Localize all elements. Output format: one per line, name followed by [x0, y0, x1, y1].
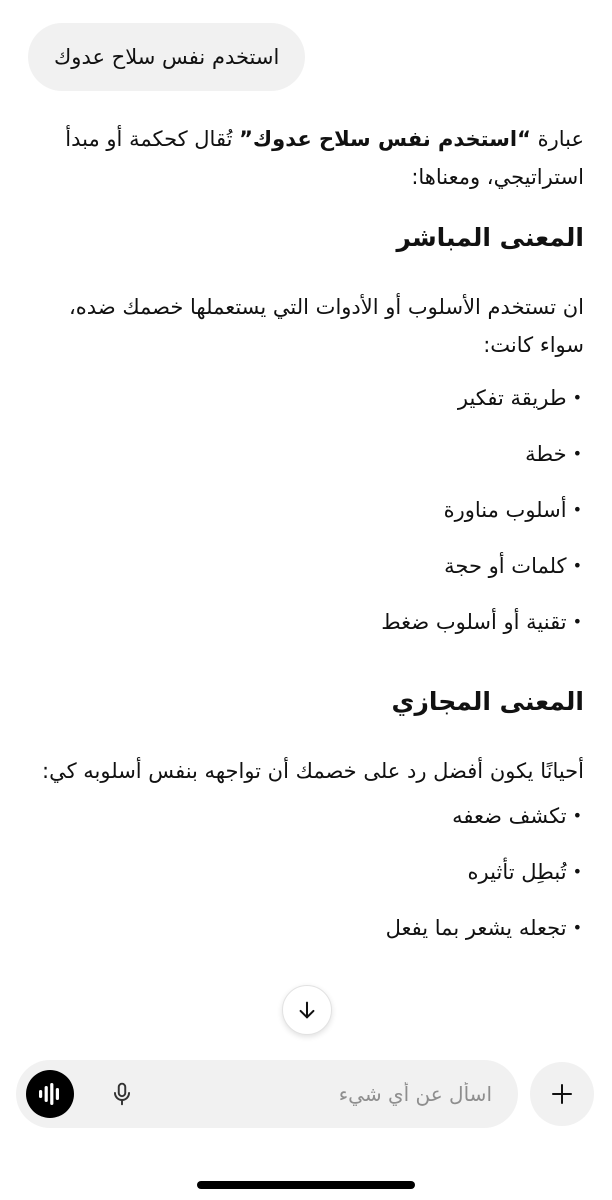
intro-quote: “استخدم نفس سلاح عدوك”	[239, 127, 531, 151]
user-message-bubble	[28, 23, 305, 91]
message-input[interactable]	[192, 1074, 492, 1114]
microphone-icon	[109, 1081, 135, 1107]
section-paragraph-figurative: أحيانًا يكون أفضل رد على خصمك أن تواجهه بنفس أسلوبه كي:	[42, 759, 584, 783]
dictation-button[interactable]	[104, 1076, 140, 1112]
list-item: • تكشف ضعفه	[452, 804, 582, 828]
section-paragraph-direct: ان تستخدم الأسلوب أو الأدوات التي يستعملها خصمك ضده، سواء كانت:	[69, 295, 584, 357]
list-item: • تجعله يشعر بما يفعل	[385, 916, 582, 940]
bullet-list-direct	[28, 384, 584, 664]
user-message-text: استخدم نفس سلاح عدوك	[54, 45, 280, 69]
intro-suffix: تُقال كحكمة أو مبدأ استراتيجي، ومعناها:	[65, 127, 584, 189]
list-item: • خطة	[525, 442, 582, 466]
voice-mode-button[interactable]	[26, 1070, 74, 1118]
message-composer	[16, 1060, 518, 1128]
list-item: • تُبطِل تأثيره	[467, 860, 582, 884]
scroll-down-button[interactable]	[282, 985, 332, 1035]
section-heading-figurative: المعنى المجازي	[391, 687, 584, 716]
list-item: • كلمات أو حجة	[444, 554, 582, 578]
list-item: • تقنية أو أسلوب ضغط	[381, 610, 582, 634]
home-indicator	[197, 1181, 415, 1189]
list-item: • طريقة تفكير	[457, 386, 582, 410]
list-item: • أسلوب مناورة	[443, 498, 582, 522]
bullet-list-figurative	[28, 802, 584, 970]
arrow-down-icon	[296, 999, 318, 1021]
voice-waveform-icon	[37, 1081, 63, 1107]
attach-plus-button[interactable]	[530, 1062, 594, 1126]
assistant-response	[28, 120, 584, 970]
response-intro	[28, 120, 584, 196]
section-heading-direct: المعنى المباشر	[396, 223, 584, 252]
plus-icon	[550, 1082, 574, 1106]
intro-prefix: عبارة	[530, 127, 584, 151]
